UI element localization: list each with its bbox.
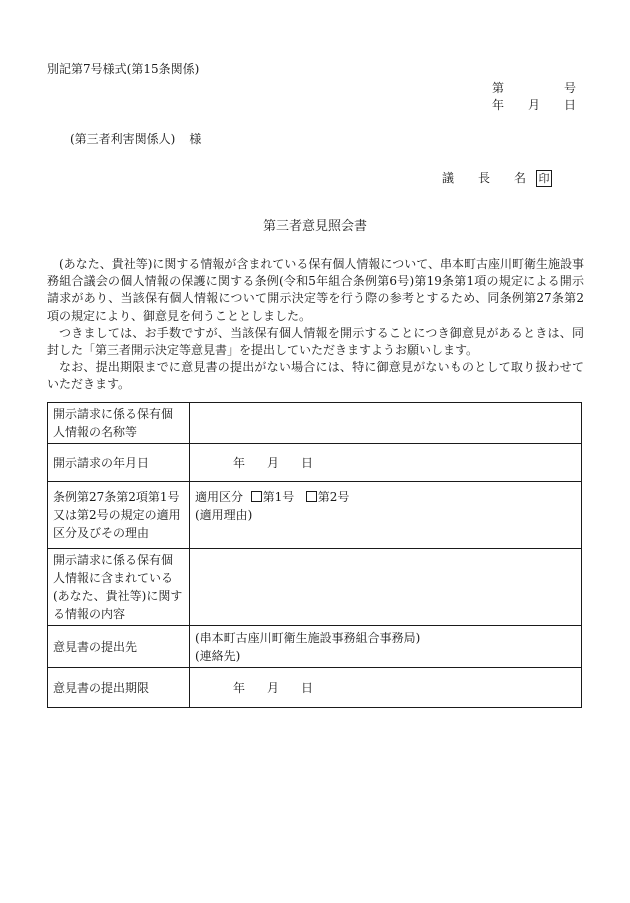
number-prefix: 第 <box>492 81 505 95</box>
date-day: 日 <box>563 98 576 112</box>
form-reference: 別記第7号様式(第15条関係) <box>47 62 200 76</box>
option2-checkbox[interactable] <box>306 491 317 502</box>
addressee-name: (第三者利害関係人) <box>70 132 176 146</box>
body-paragraph: (あなた、貴社等)に関する情報が含まれている保有個人情報について、串本町古座川町衛生施設事務組合議会の個人情報の保護に関する条例(令和5年組合条例第6号)第19条第1項の規定による開示請求があり、当該保有個人情報について開示決定等を行う際の参考とするため、同条例第27条第2項の規定により、御意見を伺うこととしました。 <box>47 257 584 323</box>
addressee-honorific: 様 <box>189 132 202 146</box>
date-day: 日 <box>301 455 314 470</box>
row-value[interactable] <box>190 444 582 482</box>
row-value <box>190 482 582 549</box>
option2-label: 第2号 <box>317 490 350 504</box>
table-row <box>48 549 582 626</box>
option1-checkbox[interactable] <box>251 491 262 502</box>
date-year: 年 <box>233 455 246 470</box>
info-table <box>47 402 582 708</box>
table-row <box>48 626 582 668</box>
table-row <box>48 668 582 708</box>
row-label: 開示請求に係る保有個人情報に含まれている(あなた、貴社等)に関する情報の内容 <box>48 549 190 626</box>
date-day: 日 <box>301 680 314 695</box>
addressee <box>70 131 201 148</box>
contact-label: (連絡先) <box>195 648 241 663</box>
option1-label: 第1号 <box>262 490 295 504</box>
number-suffix: 号 <box>563 81 576 95</box>
date-year: 年 <box>492 98 505 112</box>
row-label: 開示請求の年月日 <box>48 444 190 482</box>
sender-title-char: 長 <box>478 171 491 186</box>
request-date-blanks <box>195 454 335 472</box>
body-paragraph: なお、提出期限までに意見書の提出がない場合には、特に御意見がないものとして取り扱わせていただきます。 <box>47 360 584 392</box>
sender-title-char: 議 <box>442 171 455 186</box>
category-line <box>195 488 576 506</box>
row-label: 条例第27条第2項第1号又は第2号の規定の適用区分及びその理由 <box>48 482 190 549</box>
deadline-date-blanks <box>195 679 335 697</box>
sender-signature <box>442 170 552 187</box>
row-value[interactable] <box>190 403 582 444</box>
body-paragraph: つきましては、お手数ですが、当該保有個人情報を開示することにつき御意見があるときは、同封した「第三者開示決定等意見書」を提出していただきますようお願いします。 <box>47 325 584 358</box>
document-title: 第三者意見照会書 <box>262 219 367 234</box>
sender-title-char: 名 <box>514 171 527 186</box>
body-text <box>47 256 584 394</box>
row-label: 意見書の提出期限 <box>48 668 190 708</box>
submission-office: (串本町古座川町衛生施設事務組合事務局) <box>195 630 421 645</box>
table-row <box>48 444 582 482</box>
row-label: 意見書の提出先 <box>48 626 190 668</box>
date-month: 月 <box>267 680 280 695</box>
row-label: 開示請求に係る保有個人情報の名称等 <box>48 403 190 444</box>
row-value <box>190 626 582 668</box>
date-year: 年 <box>233 680 246 695</box>
row-value[interactable] <box>190 668 582 708</box>
document-number <box>492 80 576 97</box>
seal-mark: 印 <box>536 170 552 187</box>
reason-label: (適用理由) <box>195 508 253 522</box>
category-label: 適用区分 <box>195 490 244 504</box>
row-value[interactable] <box>190 549 582 626</box>
date-month: 月 <box>527 98 540 112</box>
date-month: 月 <box>267 455 280 470</box>
table-row <box>48 403 582 444</box>
table-row <box>48 482 582 549</box>
document-date <box>492 97 576 114</box>
